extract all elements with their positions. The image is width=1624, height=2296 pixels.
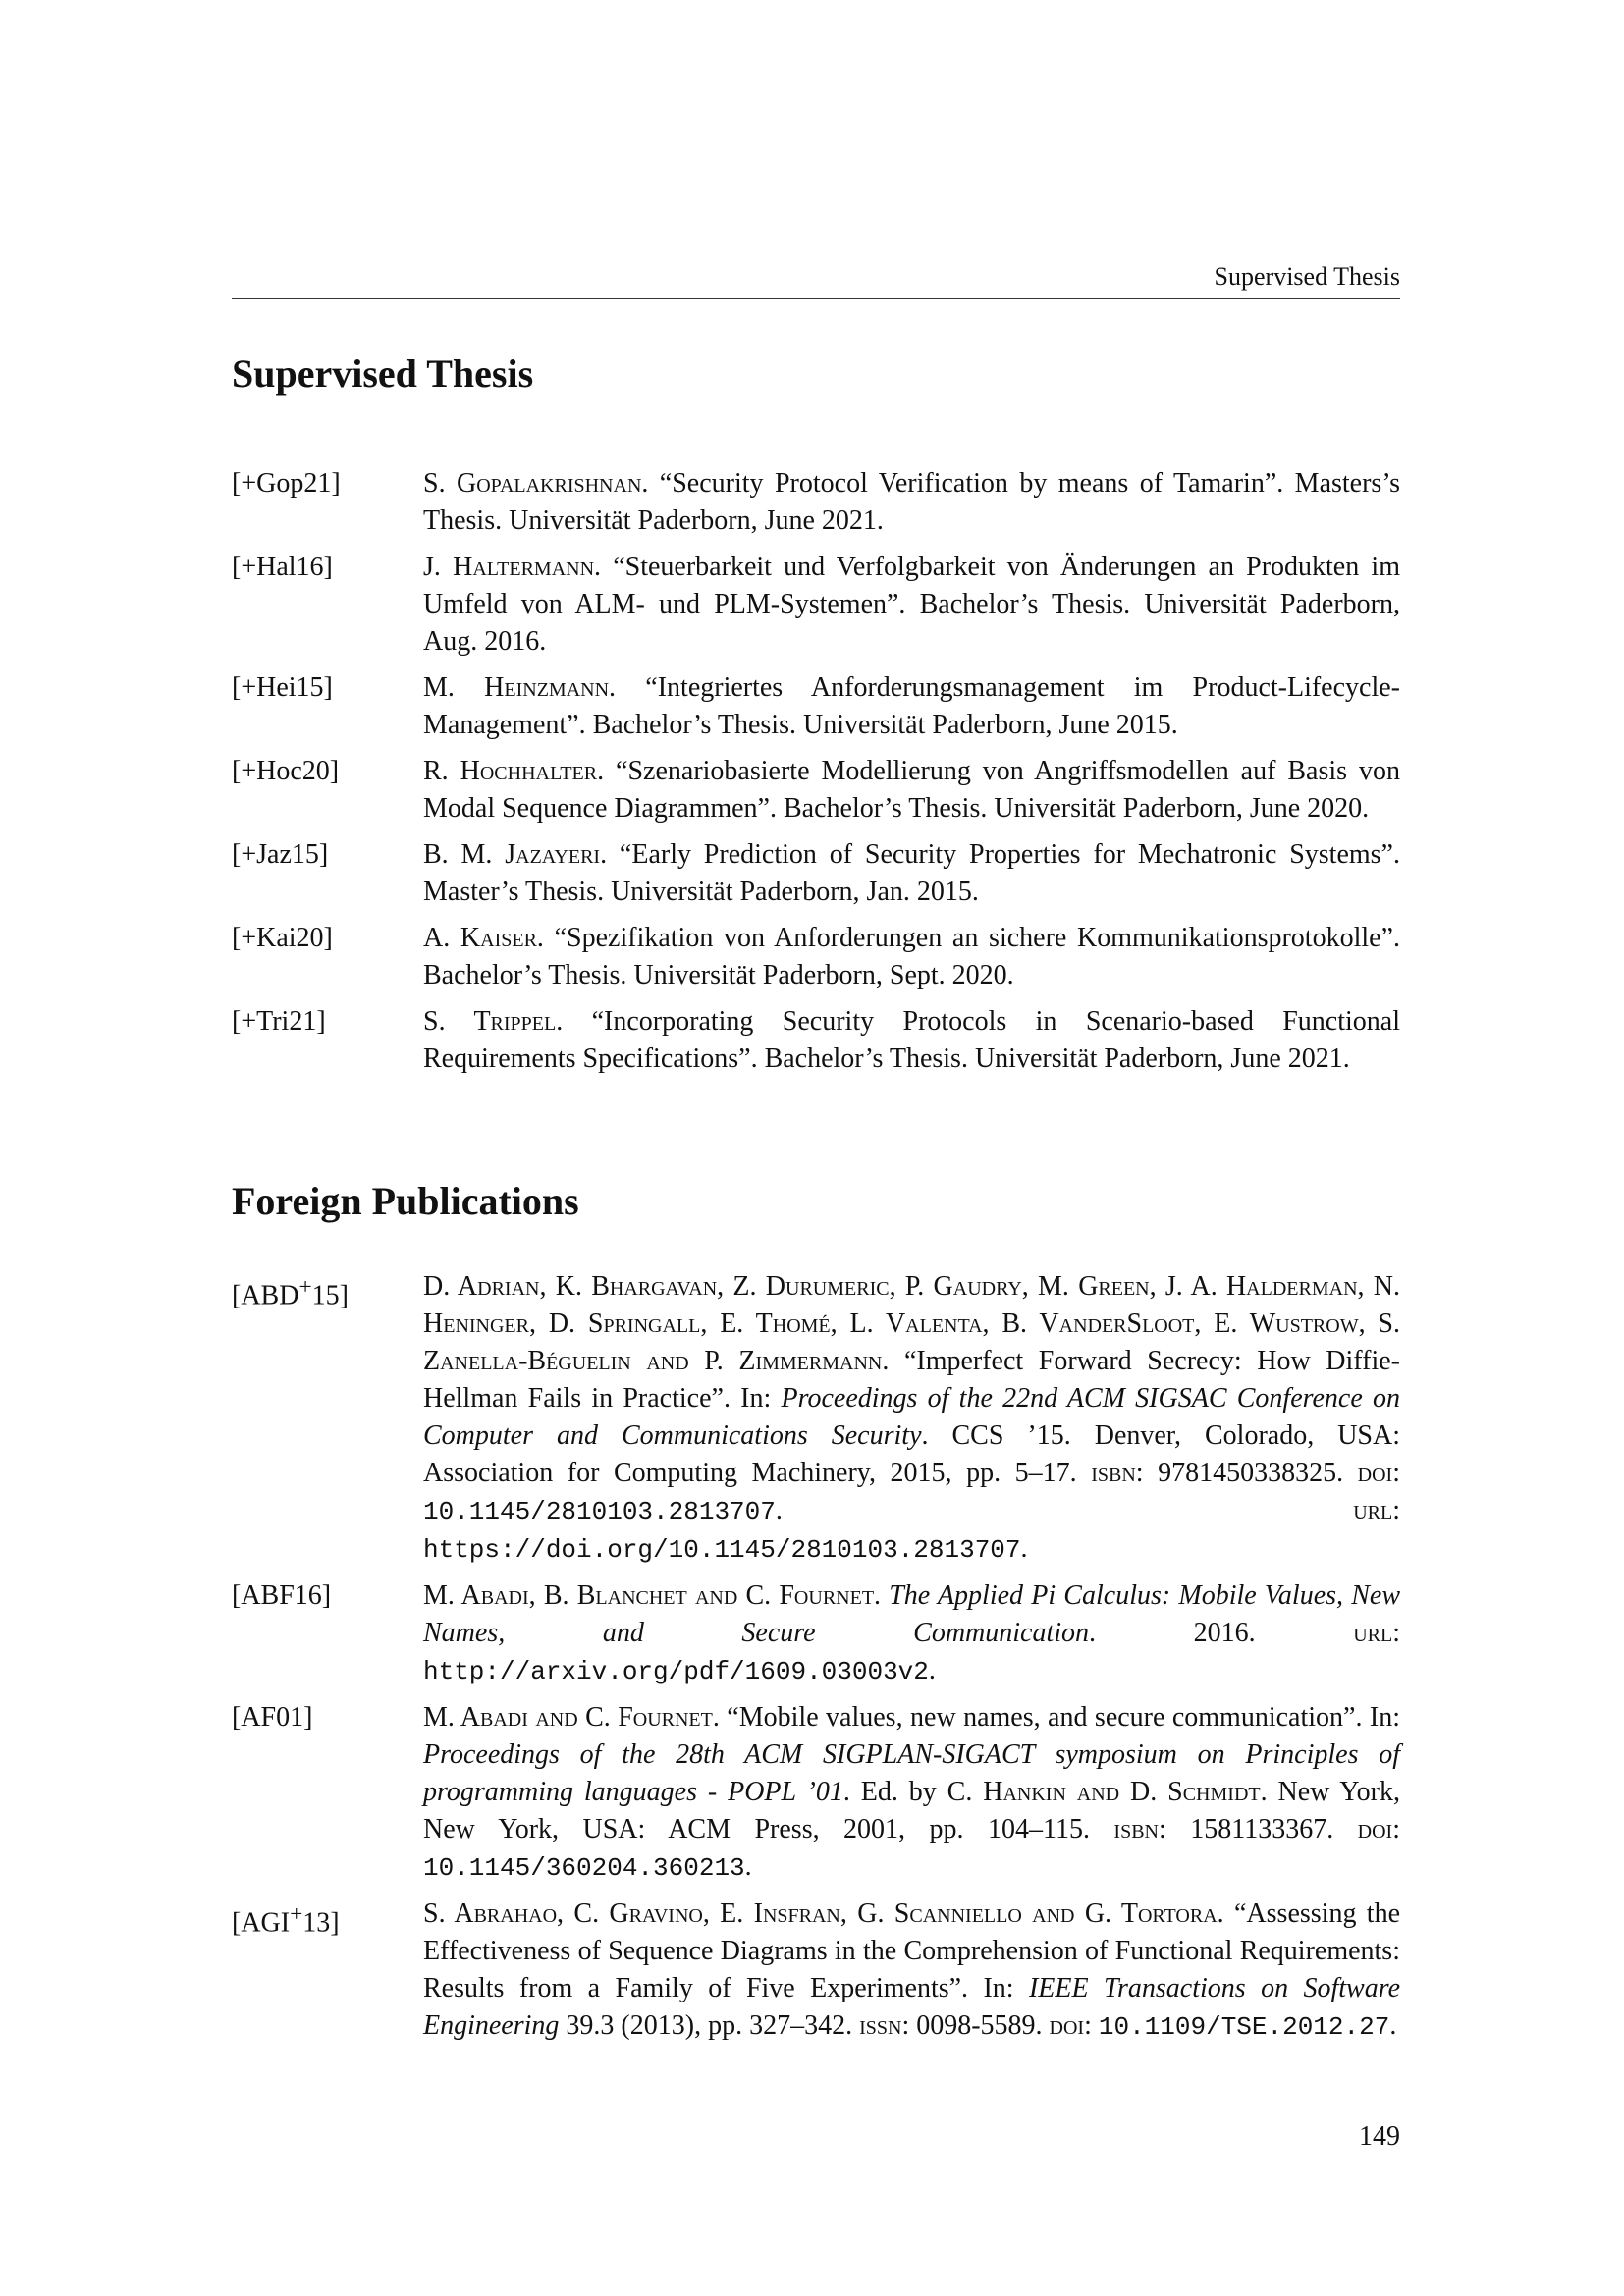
citation-authors: M. Heinzmann <box>423 672 610 703</box>
citation-rest: . “Early Prediction of Security Properties for Mechatronic Systems”. Master’s Thesis. Universität Paderborn, Jan. 2015. <box>423 839 1400 907</box>
bib-entry-hal16 <box>232 549 1400 661</box>
citation-title: The Applied Pi Calculus: Mobile Values, New Names, and Secure Communication <box>423 1580 1400 1648</box>
citation-key-base: [AGI <box>232 1907 291 1939</box>
citation-authors: S. Trippel <box>423 1006 557 1037</box>
citation-text <box>423 669 1400 744</box>
citation-rest: . “Spezifikation von Anforderungen an sichere Kommunikationsprotokolle”. Bachelor’s Thesis. Universität Paderborn, Sept. 2020. <box>423 923 1400 990</box>
citation-key-plus: + <box>290 1901 303 1927</box>
citation-title: . “Imperfect Forward Secrecy: How Diffie-Hellman Fails in Practice”. In: <box>423 1346 1400 1414</box>
citation-text: M. Abadi, B. Blanchet and C. Fournet. The Applied Pi Calculus: Mobile Values, New Names, and Secure Communication. 2016. url: http://arxiv.org/pdf/1609.03003v2. <box>423 1580 1400 1686</box>
citation-rest: . “Security Protocol Verification by means of Tamarin”. Masters’s Thesis. Universität Paderborn, June 2021. <box>423 468 1400 536</box>
citation-venue: Proceedings of the 28th ACM SIGPLAN-SIGACT symposium on Principles of programming languages - POPL ’01 <box>423 1739 1400 1807</box>
url-link[interactable]: https://doi.org/10.1145/2810103.2813707 <box>423 1535 1021 1565</box>
bib-entry-agi13 <box>232 1896 1400 2046</box>
citation-title: . “Assessing the Effectiveness of Sequence Diagrams in the Comprehension of Functional Requirements: Results from a Family of Five Experiments”. In: <box>423 1898 1400 2003</box>
bib-entry-hoc20 <box>232 753 1400 828</box>
citation-rest: . “Steuerbarkeit und Verfolgbarkeit von Änderungen an Produkten im Umfeld von ALM- und PLM-Systemen”. Bachelor’s Thesis. Universität Paderborn, Aug. 2016. <box>423 552 1400 657</box>
citation-key: [+Hal16] <box>232 552 333 582</box>
citation-venue: IEEE Transactions on Software Engineering <box>423 1973 1400 2041</box>
citation-key: [+Hei15] <box>232 672 333 703</box>
url-link[interactable]: http://arxiv.org/pdf/1609.03003v2 <box>423 1657 929 1686</box>
bib-entry-af01 <box>232 1699 1400 1887</box>
citation-text <box>423 920 1400 994</box>
url-label: url <box>1353 1495 1393 1525</box>
citation-key: [+Jaz15] <box>232 839 329 870</box>
citation-key-base: [ABD <box>232 1280 299 1311</box>
citation-venue: Proceedings of the 22nd ACM SIGSAC Conference on Computer and Communications Security <box>423 1383 1400 1451</box>
citation-editors: C. Hankin and D. Schmidt <box>947 1777 1261 1807</box>
isbn-value: : 1581133367. <box>1158 1814 1358 1844</box>
header-rule <box>232 298 1400 299</box>
citation-separator: . <box>874 1580 890 1611</box>
citation-authors: M. Abadi and C. Fournet <box>423 1702 713 1733</box>
citation-year: . 2016. <box>1089 1618 1354 1648</box>
citation-authors: J. Haltermann <box>423 552 595 582</box>
citation-text <box>423 753 1400 828</box>
bib-entry-abd15 <box>232 1268 1400 1569</box>
bib-entry-tri21 <box>232 1003 1400 1078</box>
citation-key: [+Hoc20] <box>232 756 340 786</box>
citation-key <box>232 1896 423 2046</box>
citation-key: [+Gop21] <box>232 468 341 499</box>
citation-authors: M. Abadi, B. Blanchet and C. Fournet <box>423 1580 875 1611</box>
citation-key: [+Kai20] <box>232 923 333 953</box>
issn-label: issn <box>859 2010 902 2041</box>
citation-text <box>423 836 1400 911</box>
citation-text: M. Abadi and C. Fournet. “Mobile values, new names, and secure communication”. In: Proceedings of the 28th ACM SIGPLAN-SIGACT symposium on Principles of programming languages - POPL ’01. Ed. by C. Hankin and D. Schmidt. New York, New York, USA: ACM Press, 2001, pp. 104–115. isbn: 1581133367. doi: 10.1145/360204.360213. <box>423 1702 1400 1883</box>
bib-entry-jaz15 <box>232 836 1400 911</box>
citation-rest: . “Szenariobasierte Modellierung von Angriffsmodellen auf Basis von Modal Sequence Diagrammen”. Bachelor’s Thesis. Universität Paderborn, June 2020. <box>423 756 1400 824</box>
citation-authors: B. M. Jazayeri <box>423 839 601 870</box>
citation-rest: . “Incorporating Security Protocols in Scenario-based Functional Requirements Specifications”. Bachelor’s Thesis. Universität Paderborn, June 2021. <box>423 1006 1400 1074</box>
citation-authors: A. Kaiser <box>423 923 537 953</box>
citation-authors: R. Hochhalter <box>423 756 598 786</box>
citation-authors: S. Abrahao, C. Gravino, E. Insfran, G. Scanniello and G. Tortora <box>423 1898 1218 1929</box>
foreign-publications-list <box>232 1268 1400 2055</box>
doi-link[interactable]: 10.1145/2810103.2813707 <box>423 1497 776 1526</box>
bib-entry-abf16 <box>232 1577 1400 1690</box>
url-label: url <box>1353 1618 1393 1648</box>
doi-label: doi <box>1357 1458 1393 1488</box>
bib-entry-kai20 <box>232 920 1400 994</box>
editor-prefix: . Ed. by <box>842 1777 947 1807</box>
citation-details: . New York, New York, USA: ACM Press, 2001, pp. 104–115. <box>423 1777 1400 1844</box>
citation-key-plus: + <box>298 1274 312 1300</box>
citation-authors: S. Gopalakrishnan <box>423 468 642 499</box>
citation-key: [AF01] <box>232 1702 313 1733</box>
citation-text: D. Adrian, K. Bhargavan, Z. Durumeric, P. Gaudry, M. Green, J. A. Halderman, N. Heninger, D. Springall, E. Thomé, L. Valenta, B. VanderSloot, E. Wustrow, S. Zanella-Béguelin and P. Zimmermann. “Imperfect Forward Secrecy: How Diffie-Hellman Fails in Practice”. In: Proceedings of the 22nd ACM SIGSAC Conference on Computer and Communications Security. CCS ’15. Denver, Colorado, USA: Association for Computing Machinery, 2015, pp. 5–17. isbn: 9781450338325. doi: 10.1145/2810103.2813707. url: https://doi.org/10.1145/2810103.2813707. <box>423 1271 1400 1565</box>
citation-text <box>423 549 1400 661</box>
bib-entry-hei15 <box>232 669 1400 744</box>
doi-label: doi <box>1357 1814 1393 1844</box>
citation-rest: . “Integriertes Anforderungsmanagement im Product-Lifecycle-Management”. Bachelor’s Thesis. Universität Paderborn, June 2015. <box>423 672 1400 740</box>
section-title-supervised-thesis: Supervised Thesis <box>232 351 534 396</box>
citation-key <box>232 1268 423 1569</box>
citation-key-end: 13] <box>302 1907 340 1939</box>
citation-text: S. Abrahao, C. Gravino, E. Insfran, G. Scanniello and G. Tortora. “Assessing the Effectiveness of Sequence Diagrams in the Comprehension of Functional Requirements: Results from a Family of Five Experiments”. In: IEEE Transactions on Software Engineering 39.3 (2013), pp. 327–342. issn: 0098-5589. doi: 10.1109/TSE.2012.27. <box>423 1898 1400 2042</box>
citation-authors: D. Adrian, K. Bhargavan, Z. Durumeric, P. Gaudry, M. Green, J. A. Halderman, N. Heninger, D. Springall, E. Thomé, L. Valenta, B. VanderSloot, E. Wustrow, S. Zanella-Béguelin and P. Zimmermann <box>423 1271 1400 1376</box>
section-title-foreign-publications: Foreign Publications <box>232 1179 579 1223</box>
isbn-value: : 9781450338325. <box>1135 1458 1358 1488</box>
citation-details: 39.3 (2013), pp. 327–342. <box>559 2010 860 2041</box>
citation-key: [ABF16] <box>232 1580 332 1611</box>
citation-text <box>423 1003 1400 1078</box>
doi-link[interactable]: 10.1109/TSE.2012.27 <box>1098 2012 1390 2042</box>
citation-details: . CCS ’15. Denver, Colorado, USA: Association for Computing Machinery, 2015, pp. 5–17. <box>423 1420 1400 1488</box>
isbn-label: isbn <box>1113 1814 1159 1844</box>
citation-key-end: 15] <box>311 1280 349 1311</box>
issn-value: : 0098-5589. <box>901 2010 1050 2041</box>
page-number: 149 <box>1359 2121 1400 2152</box>
doi-label: doi <box>1049 2010 1085 2041</box>
citation-title: . “Mobile values, new names, and secure communication”. In: <box>712 1702 1400 1733</box>
isbn-label: isbn <box>1091 1458 1136 1488</box>
supervised-thesis-list <box>232 465 1400 1087</box>
running-header: Supervised Thesis <box>1214 262 1400 291</box>
doi-link[interactable]: 10.1145/360204.360213 <box>423 1853 745 1883</box>
citation-key: [+Tri21] <box>232 1006 326 1037</box>
citation-text <box>423 465 1400 540</box>
bib-entry-gop21 <box>232 465 1400 540</box>
